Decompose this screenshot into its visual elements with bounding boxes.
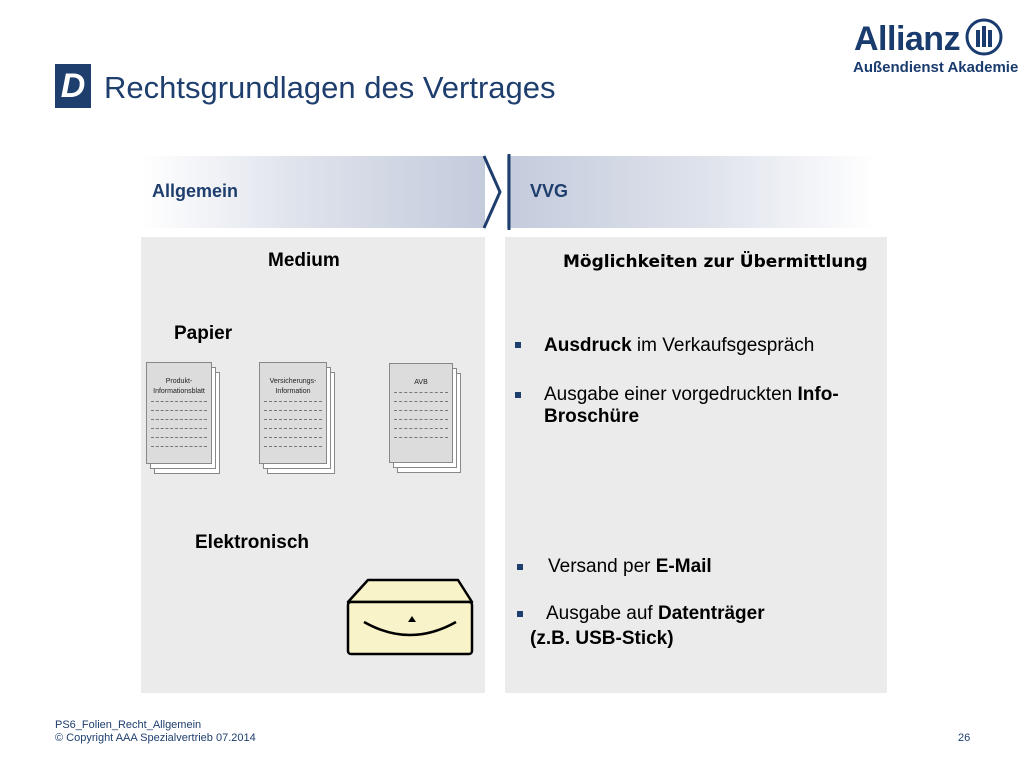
paper-label: Papier: [174, 323, 233, 344]
allianz-eagle-icon: [965, 18, 1003, 56]
bullet-text: Versand per: [548, 556, 656, 577]
bullet-datentraeger: [546, 603, 765, 625]
text-line: [151, 437, 207, 438]
text-line: [264, 437, 322, 438]
bullet-continuation: (z.B. USB-Stick): [530, 628, 674, 649]
medium-heading: Medium: [268, 250, 340, 271]
document-title-line: AVB: [414, 379, 428, 386]
text-line: [264, 410, 322, 411]
text-line: [151, 410, 207, 411]
bullet-bold-text: E-Mail: [655, 556, 712, 577]
document-front-sheet: [259, 362, 327, 464]
document-title-line: Information: [275, 388, 311, 395]
document-title-line: Produkt-: [165, 378, 193, 385]
text-line: [151, 401, 207, 402]
text-line: [264, 428, 322, 429]
text-line: [151, 428, 207, 429]
bullet-bold-text: Ausdruck: [544, 335, 632, 356]
text-line: [394, 428, 448, 429]
document-stack-versicherungsinfo: [259, 362, 337, 476]
text-line: [151, 446, 207, 447]
text-line: [264, 419, 322, 420]
tab-vvg-label: VVG: [530, 181, 569, 201]
allianz-logo-wordmark: Allianz: [854, 20, 961, 58]
document-front-sheet: [389, 363, 453, 463]
text-line: [394, 401, 448, 402]
section-letter: D: [60, 67, 86, 105]
electronic-label: Elektronisch: [195, 532, 310, 553]
text-line: [394, 437, 448, 438]
chevron-right-icon: [478, 152, 514, 232]
bullet-continuation: [544, 406, 639, 428]
bullet-marker: [515, 342, 521, 348]
document-stack-produktinfo: [146, 362, 222, 476]
bullet-info-broschuere: [544, 384, 839, 406]
logo-subtitle: Außendienst Akademie: [853, 59, 1019, 76]
page-number: 26: [958, 732, 971, 744]
bullet-marker: [515, 392, 521, 398]
page-title: Rechtsgrundlagen des Vertrages: [104, 70, 556, 105]
document-front-sheet: [146, 362, 212, 464]
bullet-marker: [517, 564, 523, 570]
bullet-bold-text: Info-: [797, 384, 839, 405]
bullet-text: im Verkaufsgespräch: [631, 335, 815, 356]
bullet-bold-text: Broschüre: [544, 406, 640, 427]
bullet-ausdruck: [544, 335, 814, 357]
bullet-text: Ausgabe auf: [546, 603, 658, 624]
bullet-email: [548, 556, 712, 578]
bullet-text: Ausgabe einer vorgedruckten: [544, 384, 798, 405]
text-line: [151, 419, 207, 420]
document-title-line: Informationsblatt: [153, 388, 205, 395]
footer-filename: PS6_Folien_Recht_Allgemein: [55, 719, 202, 731]
bullet-marker: [517, 611, 523, 617]
text-line: [394, 419, 448, 420]
section-badge: [55, 64, 91, 108]
disk-drive-icon: [346, 578, 474, 656]
tab-allgemein-label: Allgemein: [152, 181, 239, 201]
bullet-bold-text: Datenträger: [657, 603, 765, 624]
text-line: [264, 446, 322, 447]
text-line: [264, 401, 322, 402]
document-stack-avb: [389, 363, 465, 477]
text-line: [394, 410, 448, 411]
document-title-line: Versicherungs-: [269, 378, 317, 385]
transmission-heading: Möglichkeiten zur Übermittlung: [563, 252, 868, 272]
footer-copyright: © Copyright AAA Spezialvertrieb 07.2014: [55, 732, 256, 744]
text-line: [394, 392, 448, 393]
